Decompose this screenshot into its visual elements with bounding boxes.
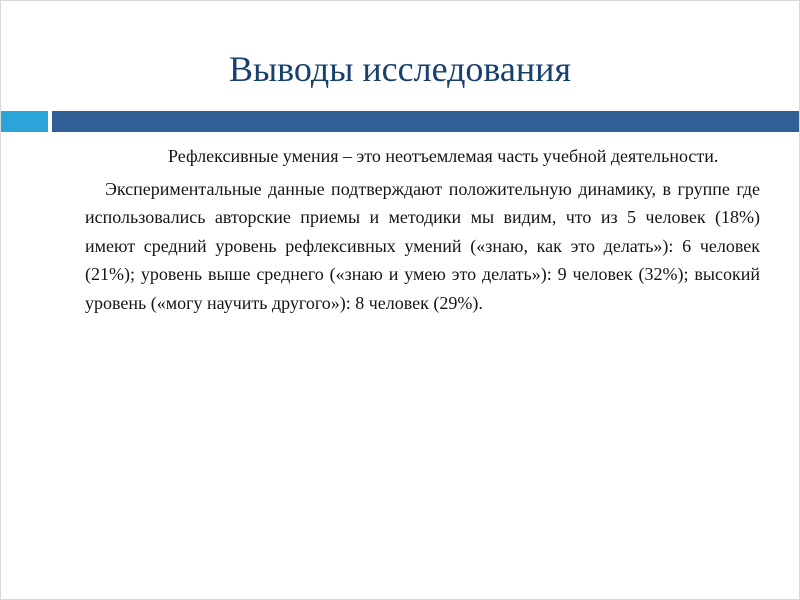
slide-title: Выводы исследования [228, 49, 572, 89]
slide-content [85, 142, 760, 317]
paragraph-1: Рефлексивные умения – это неотъемлемая часть учебной деятельности. [168, 146, 719, 166]
accent-bar-small [1, 111, 48, 132]
paragraph-2: Экспериментальные данные подтверждают положительную динамику, в группе где использовались авторские приемы и методики мы видим, что из 5 человек (18%) имеют средний уровень рефлексивных умений («знаю, как это делать»): 6 человек (21%); уровень выше среднего («знаю и умею это делать»): 9 человек (32%); высокий уровень («могу научить другого»): 8 человек (29%). [85, 178, 760, 313]
accent-bar-large [52, 111, 799, 132]
